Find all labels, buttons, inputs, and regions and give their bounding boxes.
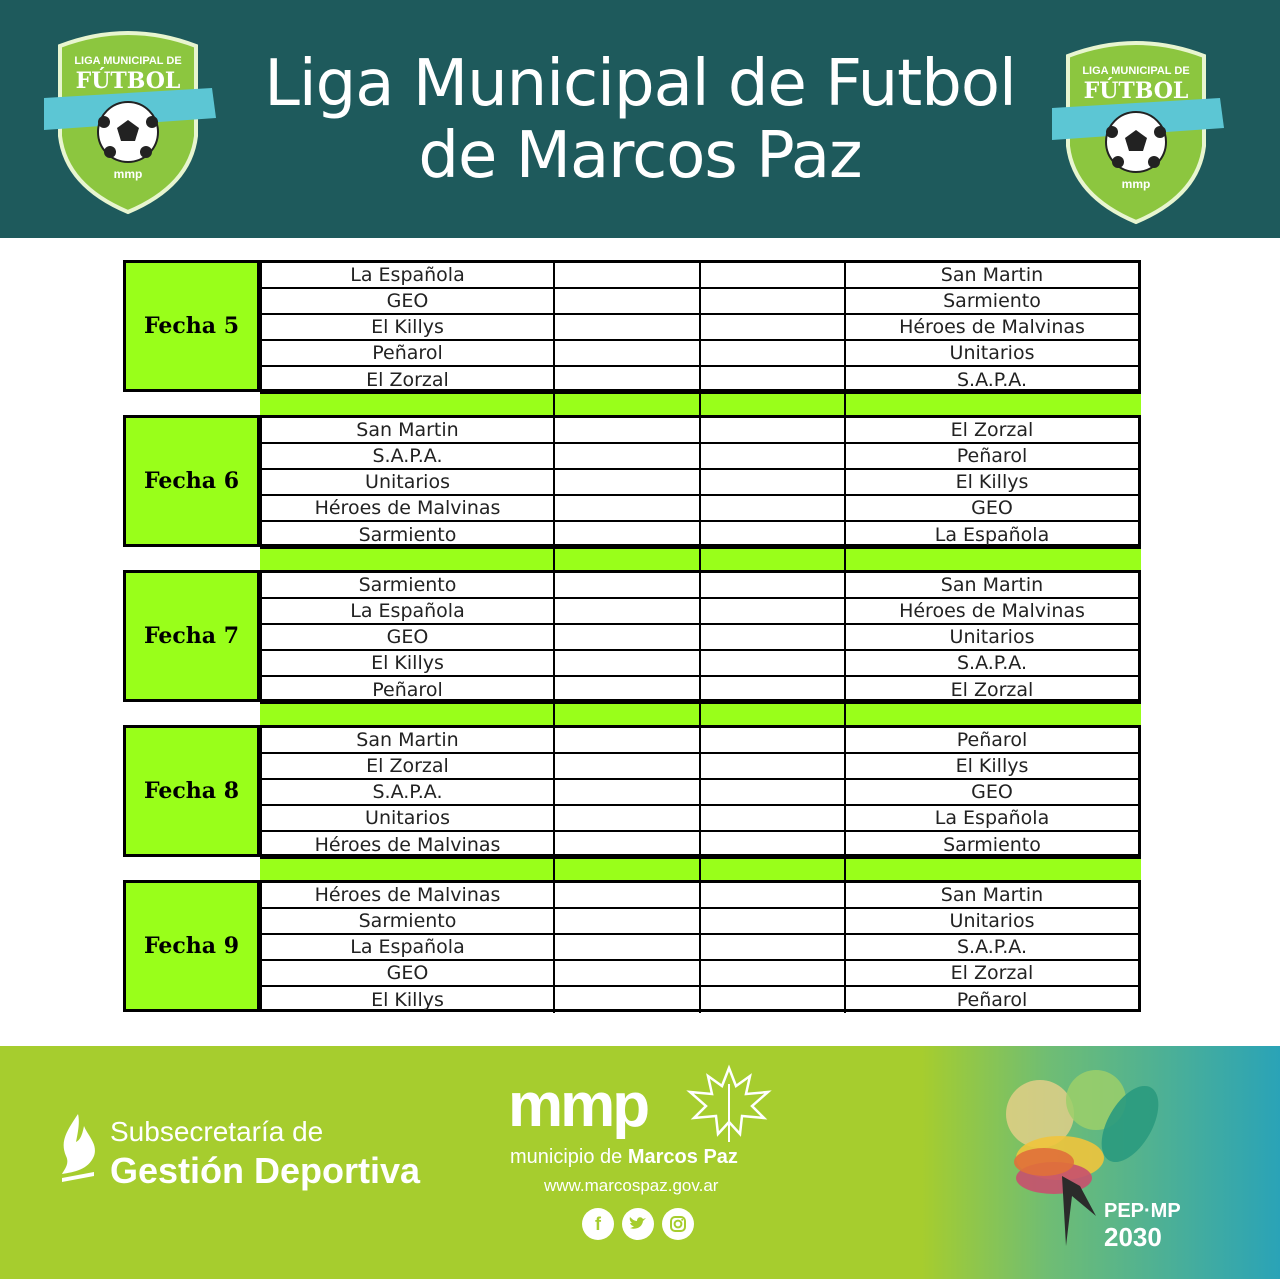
fixture-table bbox=[123, 260, 1141, 1012]
away-score bbox=[701, 496, 846, 520]
away-team: El Killys bbox=[955, 755, 1029, 777]
away-score bbox=[701, 832, 846, 858]
away-team: Peñarol bbox=[956, 729, 1028, 751]
away-score bbox=[701, 522, 846, 548]
home-team: Héroes de Malvinas bbox=[262, 832, 555, 858]
match-row bbox=[262, 677, 1138, 703]
home-team: S.A.P.A. bbox=[262, 780, 555, 804]
away-team: S.A.P.A. bbox=[956, 369, 1028, 391]
home-team: GEO bbox=[262, 961, 555, 985]
away-team: S.A.P.A. bbox=[956, 936, 1028, 958]
away-score bbox=[701, 806, 846, 830]
away-team: Peñarol bbox=[956, 445, 1028, 467]
match-row bbox=[262, 496, 1138, 522]
away-team: La Española bbox=[934, 524, 1050, 546]
badge-brand: mmp bbox=[1121, 177, 1151, 191]
home-team: La Española bbox=[262, 599, 555, 623]
home-team: Unitarios bbox=[262, 470, 555, 494]
home-score bbox=[555, 728, 701, 752]
match-row bbox=[262, 599, 1138, 625]
instagram-icon[interactable] bbox=[662, 1208, 694, 1240]
pep-mp-label: PEP·MP bbox=[1104, 1200, 1181, 1222]
round-label: Fecha 7 bbox=[123, 570, 260, 702]
match-row bbox=[262, 987, 1138, 1013]
away-team: El Zorzal bbox=[950, 419, 1034, 441]
away-team: GEO bbox=[971, 781, 1013, 803]
round-label: Fecha 9 bbox=[123, 880, 260, 1012]
away-team: Héroes de Malvinas bbox=[899, 600, 1085, 622]
away-score bbox=[701, 367, 846, 393]
match-row bbox=[262, 806, 1138, 832]
away-team: Sarmiento bbox=[943, 290, 1041, 312]
home-score bbox=[555, 883, 701, 907]
municipio-label bbox=[510, 1146, 738, 1169]
home-team: San Martin bbox=[262, 418, 555, 442]
away-team: El Zorzal bbox=[950, 679, 1034, 701]
match-row bbox=[262, 780, 1138, 806]
away-team: El Killys bbox=[955, 471, 1029, 493]
home-team: Unitarios bbox=[262, 806, 555, 830]
round-matches bbox=[260, 415, 1141, 547]
round-label: Fecha 5 bbox=[123, 260, 260, 392]
flame-icon bbox=[58, 1112, 100, 1186]
away-score bbox=[701, 677, 846, 703]
away-score bbox=[701, 341, 846, 365]
match-row bbox=[262, 444, 1138, 470]
badge-line1: LIGA MUNICIPAL DE bbox=[74, 55, 182, 67]
home-team: El Zorzal bbox=[262, 754, 555, 778]
home-team: El Killys bbox=[262, 315, 555, 339]
round-matches bbox=[260, 260, 1141, 392]
match-row bbox=[262, 341, 1138, 367]
home-score bbox=[555, 832, 701, 858]
home-score bbox=[555, 341, 701, 365]
home-score bbox=[555, 444, 701, 468]
match-row bbox=[262, 289, 1138, 315]
match-row bbox=[262, 625, 1138, 651]
home-team: Sarmiento bbox=[262, 909, 555, 933]
header-banner bbox=[0, 0, 1280, 238]
away-team: Unitarios bbox=[949, 342, 1035, 364]
liga-futbol-badge-right bbox=[1048, 36, 1224, 226]
home-team: Sarmiento bbox=[262, 573, 555, 597]
away-score bbox=[701, 987, 846, 1013]
home-team: El Killys bbox=[262, 987, 555, 1013]
match-row bbox=[262, 909, 1138, 935]
match-row bbox=[262, 935, 1138, 961]
page-title bbox=[200, 48, 1080, 192]
home-score bbox=[555, 289, 701, 313]
website-link[interactable]: www.marcospaz.gov.ar bbox=[544, 1176, 719, 1195]
home-score bbox=[555, 496, 701, 520]
away-score bbox=[701, 444, 846, 468]
away-score bbox=[701, 315, 846, 339]
away-team: San Martin bbox=[940, 884, 1044, 906]
match-row bbox=[262, 573, 1138, 599]
twitter-icon[interactable] bbox=[622, 1208, 654, 1240]
match-row bbox=[262, 961, 1138, 987]
home-score bbox=[555, 909, 701, 933]
away-team: Sarmiento bbox=[943, 834, 1041, 856]
home-team: Héroes de Malvinas bbox=[262, 883, 555, 907]
home-score bbox=[555, 754, 701, 778]
away-team: S.A.P.A. bbox=[956, 652, 1028, 674]
home-score bbox=[555, 418, 701, 442]
away-score bbox=[701, 909, 846, 933]
match-row bbox=[262, 754, 1138, 780]
match-row bbox=[262, 315, 1138, 341]
away-score bbox=[701, 625, 846, 649]
home-score bbox=[555, 573, 701, 597]
home-score bbox=[555, 780, 701, 804]
home-score bbox=[555, 987, 701, 1013]
pep-mp-2030-logo bbox=[1000, 1066, 1190, 1256]
away-score bbox=[701, 263, 846, 287]
match-row bbox=[262, 522, 1138, 548]
round-matches bbox=[260, 880, 1141, 1012]
match-row bbox=[262, 367, 1138, 393]
away-team: GEO bbox=[971, 497, 1013, 519]
home-team: Héroes de Malvinas bbox=[262, 496, 555, 520]
home-score bbox=[555, 961, 701, 985]
away-team: Unitarios bbox=[949, 910, 1035, 932]
home-team: El Zorzal bbox=[262, 367, 555, 393]
away-team: San Martin bbox=[940, 264, 1044, 286]
home-score bbox=[555, 522, 701, 548]
home-team: S.A.P.A. bbox=[262, 444, 555, 468]
away-score bbox=[701, 573, 846, 597]
home-score bbox=[555, 625, 701, 649]
title-line1: Liga Municipal de Futbol bbox=[264, 47, 1016, 121]
away-score bbox=[701, 418, 846, 442]
home-score bbox=[555, 935, 701, 959]
round-matches bbox=[260, 570, 1141, 702]
match-row bbox=[262, 418, 1138, 444]
match-row bbox=[262, 883, 1138, 909]
away-team: Héroes de Malvinas bbox=[899, 316, 1085, 338]
match-row bbox=[262, 263, 1138, 289]
home-team: La Española bbox=[262, 935, 555, 959]
home-score bbox=[555, 677, 701, 703]
home-score bbox=[555, 599, 701, 623]
home-team: El Killys bbox=[262, 651, 555, 675]
mmp-logo: mmp bbox=[508, 1071, 648, 1140]
round-label: Fecha 8 bbox=[123, 725, 260, 857]
away-team: El Zorzal bbox=[950, 962, 1034, 984]
away-team: San Martin bbox=[940, 574, 1044, 596]
match-row bbox=[262, 470, 1138, 496]
away-score bbox=[701, 754, 846, 778]
away-score bbox=[701, 289, 846, 313]
badge-line2: FÚTBOL bbox=[75, 68, 181, 94]
title-line2: de Marcos Paz bbox=[418, 119, 862, 193]
liga-futbol-badge-left bbox=[40, 26, 216, 216]
match-row bbox=[262, 728, 1138, 754]
away-team: Peñarol bbox=[956, 989, 1028, 1011]
away-team: La Española bbox=[934, 807, 1050, 829]
home-team: Peñarol bbox=[262, 677, 555, 703]
away-score bbox=[701, 728, 846, 752]
subsecretaria-line2: Gestión Deportiva bbox=[110, 1150, 421, 1191]
away-score bbox=[701, 935, 846, 959]
municipio-name: Marcos Paz bbox=[627, 1146, 738, 1168]
home-score bbox=[555, 263, 701, 287]
home-score bbox=[555, 470, 701, 494]
municipio-prefix: municipio de bbox=[510, 1146, 623, 1168]
home-team: GEO bbox=[262, 289, 555, 313]
away-score bbox=[701, 961, 846, 985]
away-score bbox=[701, 780, 846, 804]
home-team: La Española bbox=[262, 263, 555, 287]
match-row bbox=[262, 651, 1138, 677]
round-matches bbox=[260, 725, 1141, 857]
facebook-icon[interactable]: f bbox=[582, 1208, 614, 1240]
pep-year-label: 2030 bbox=[1104, 1222, 1162, 1252]
home-score bbox=[555, 367, 701, 393]
home-team: Peñarol bbox=[262, 341, 555, 365]
home-score bbox=[555, 806, 701, 830]
badge-line1: LIGA MUNICIPAL DE bbox=[1082, 65, 1190, 77]
away-score bbox=[701, 651, 846, 675]
match-row bbox=[262, 832, 1138, 858]
away-score bbox=[701, 599, 846, 623]
away-score bbox=[701, 470, 846, 494]
subsecretaria-line1: Subsecretaría de bbox=[110, 1116, 324, 1147]
leaf-icon bbox=[684, 1064, 774, 1144]
home-team: Sarmiento bbox=[262, 522, 555, 548]
away-team: Unitarios bbox=[949, 626, 1035, 648]
round-label: Fecha 6 bbox=[123, 415, 260, 547]
home-team: San Martin bbox=[262, 728, 555, 752]
home-score bbox=[555, 315, 701, 339]
away-score bbox=[701, 883, 846, 907]
home-team: GEO bbox=[262, 625, 555, 649]
home-score bbox=[555, 651, 701, 675]
badge-line2: FÚTBOL bbox=[1083, 78, 1189, 104]
badge-brand: mmp bbox=[113, 167, 143, 181]
